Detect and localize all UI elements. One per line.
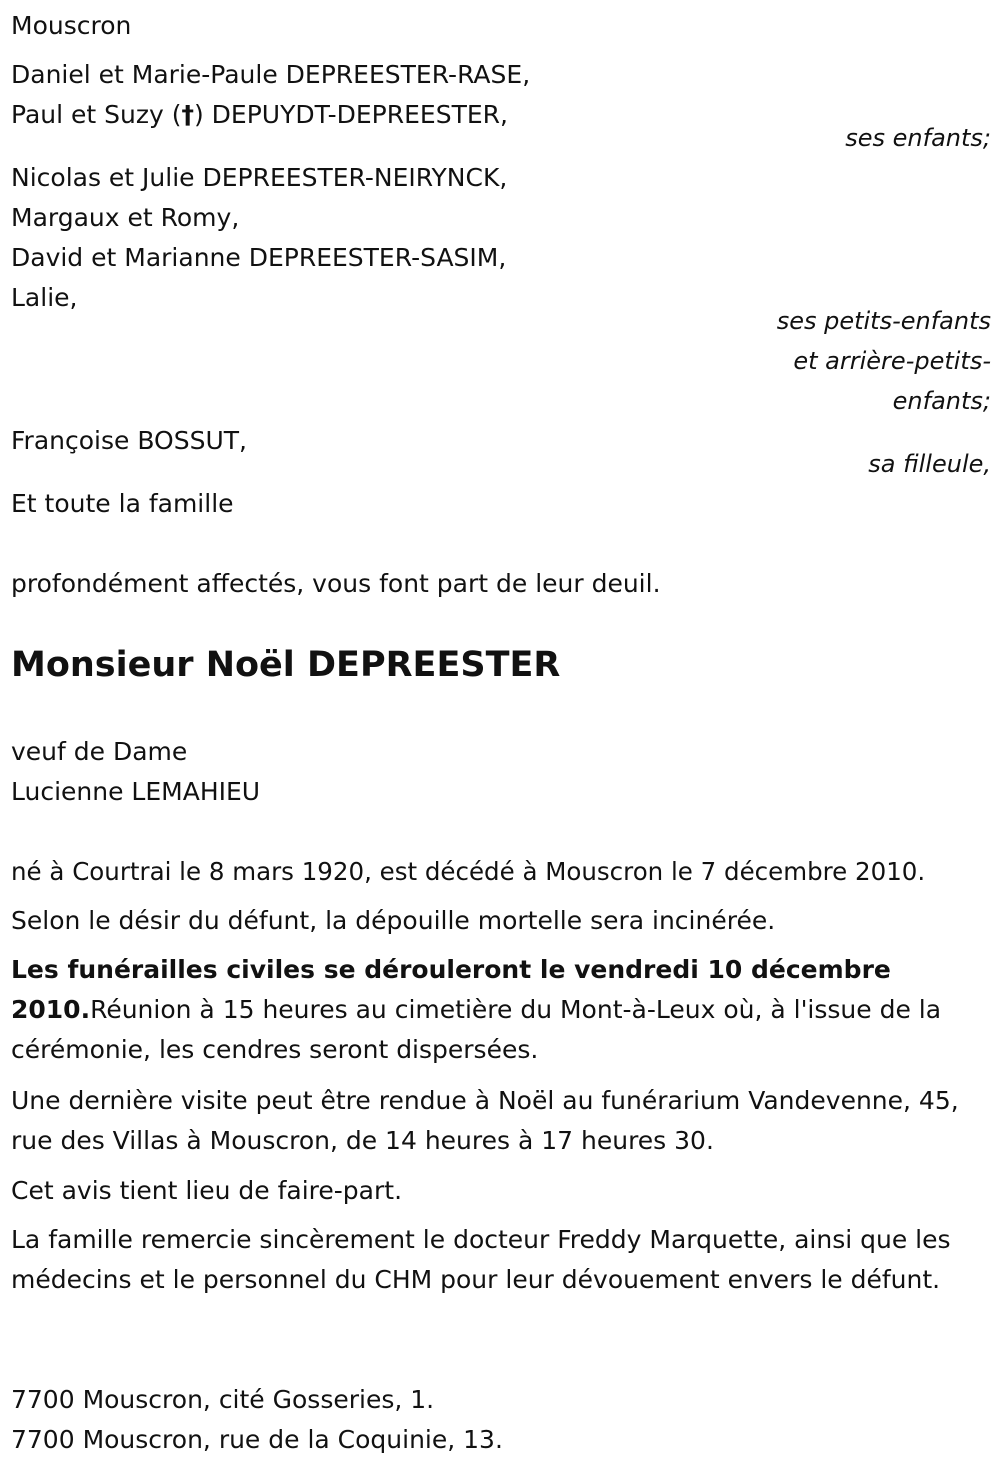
grandchild-line-3: David et Marianne DEPREESTER-SASIM, (11, 243, 507, 272)
funeral-date: Les funérailles civiles se dérouleront le vendredi 10 décembre 2010. (11, 955, 891, 1024)
grandchild-line-4: Lalie, (11, 283, 78, 312)
grandchildren-role-line-2: et arrière-petits- (793, 347, 991, 375)
birth-death-line: né à Courtrai le 8 mars 1920, est décédé à Mouscron le 7 décembre 2010. (11, 857, 926, 886)
funeral-paragraph (11, 950, 986, 1070)
deceased-cross-icon: † (181, 100, 194, 129)
grandchildren-role-line-1: ses petits-enfants (776, 307, 991, 335)
address-1: 7700 Mouscron, cité Gosseries, 1. (11, 1385, 435, 1414)
announcement: profondément affectés, vous font part de leur deuil. (11, 569, 661, 598)
goddaughter-role: sa filleule, (868, 450, 991, 478)
visit-paragraph: Une dernière visite peut être rendue à Noël au funérarium Vandevenne, 45, rue des Villas à Mouscron, de 14 heures à 17 heures 30. (11, 1086, 959, 1155)
widower-line-1: veuf de Dame (11, 737, 188, 766)
funeral-details: Réunion à 15 heures au cimetière du Mont-à-Leux où, à l'issue de la cérémonie, les cendres seront dispersées. (11, 995, 942, 1064)
children-role: ses enfants; (845, 124, 991, 152)
widower-line-2: Lucienne LEMAHIEU (11, 777, 261, 806)
grandchildren-role-line-3: enfants; (892, 387, 991, 415)
obituary-page (11, 0, 991, 1475)
notice-line: Cet avis tient lieu de faire-part. (11, 1176, 403, 1205)
child-line-1: Daniel et Marie-Paule DEPREESTER-RASE, (11, 60, 531, 89)
deceased-name: Monsieur Noël DEPREESTER (11, 645, 561, 685)
family-line: Et toute la famille (11, 489, 234, 518)
child-line-2-start: Paul et Suzy ( (11, 100, 182, 129)
location: Mouscron (11, 11, 132, 40)
grandchild-line-2: Margaux et Romy, (11, 203, 240, 232)
child-line-2-end: ) DEPUYDT-DEPREESTER, (193, 100, 508, 129)
cremation-line: Selon le désir du défunt, la dépouille mortelle sera incinérée. (11, 906, 776, 935)
address-2: 7700 Mouscron, rue de la Coquinie, 13. (11, 1425, 503, 1454)
grandchild-line-1: Nicolas et Julie DEPREESTER-NEIRYNCK, (11, 163, 508, 192)
thanks-paragraph: La famille remercie sincèrement le docteur Freddy Marquette, ainsi que les médecins et le personnel du CHM pour leur dévouement envers le défunt. (11, 1225, 951, 1294)
goddaughter-name: Françoise BOSSUT, (11, 426, 247, 455)
child-line-2 (11, 95, 508, 135)
